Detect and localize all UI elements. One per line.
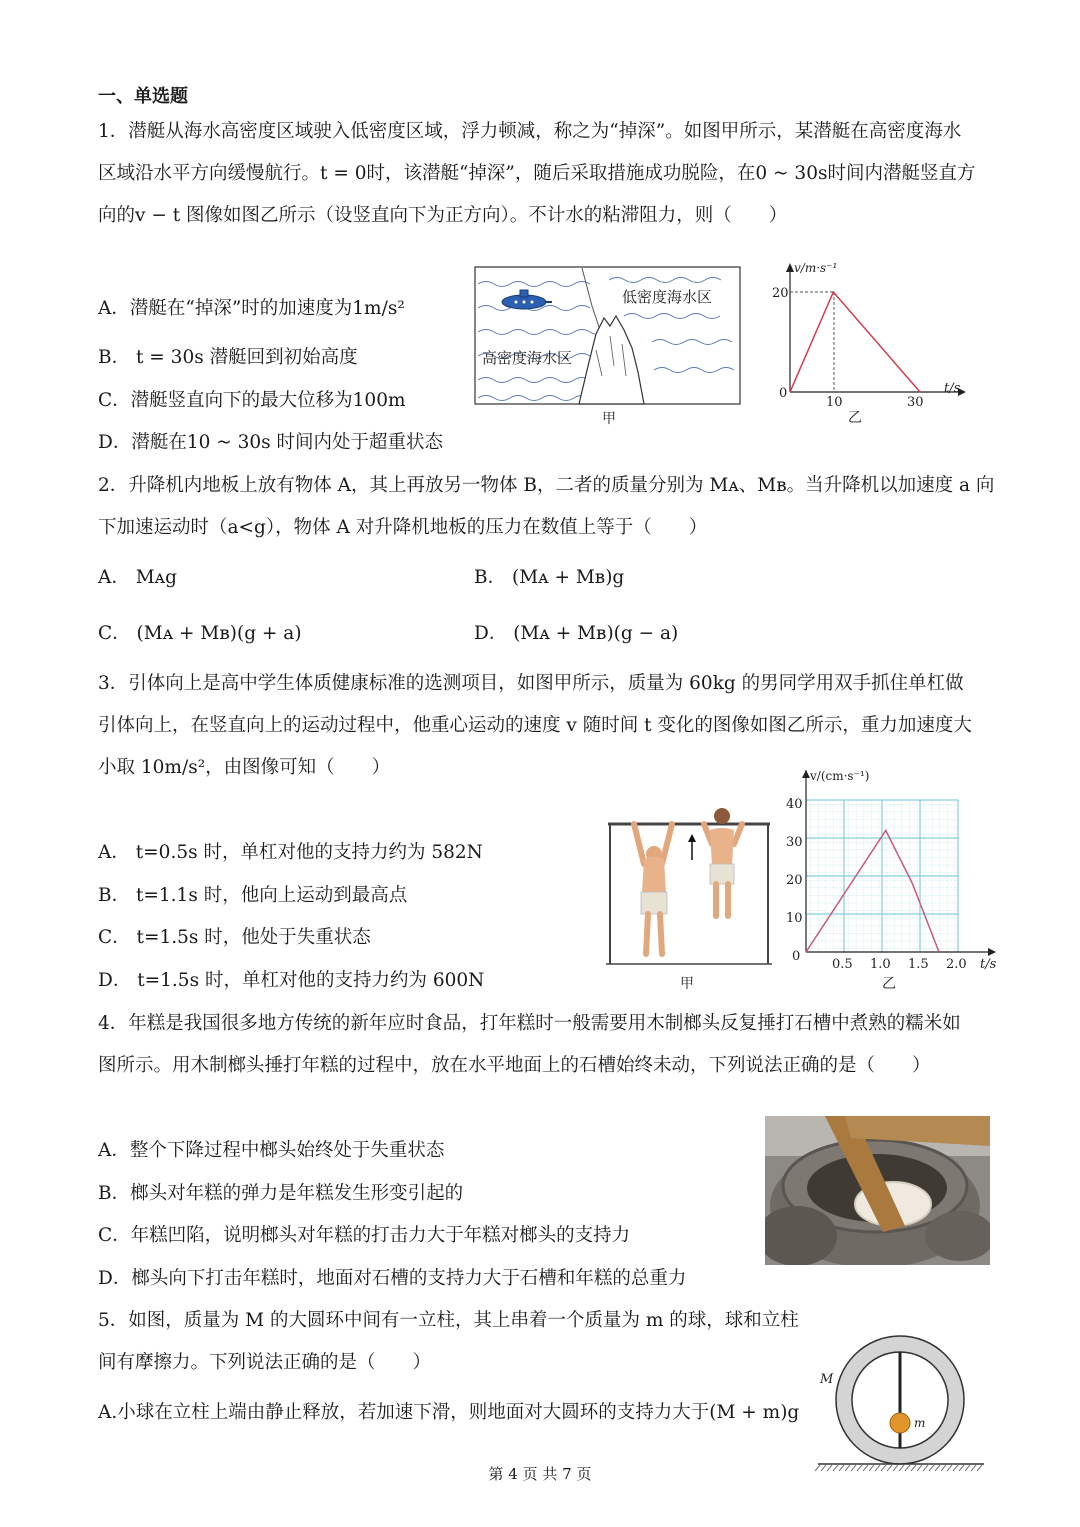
q3-option-d: D． t=1.5s 时，单杠对他的支持力约为 600N <box>98 970 485 991</box>
tick-label-30: 30 <box>907 395 924 410</box>
q3-vt-chart <box>780 766 1004 996</box>
xlabel: t/s <box>980 957 997 972</box>
q1-vt-chart <box>768 258 978 430</box>
q1-option-a: A．潜艇在“掉深”时的加速度为1m/s² <box>98 298 405 319</box>
origin-label: 0 <box>792 949 801 964</box>
y-tick-label: 20 <box>786 873 803 888</box>
q1-option-b: B． t = 30s 潜艇回到初始高度 <box>98 347 358 368</box>
label-low-density: 低密度海水区 <box>622 288 713 306</box>
q2-option-a: A． Mᴀg <box>98 567 177 588</box>
q1-figure-jia <box>474 266 744 430</box>
caption-jia: 甲 <box>680 976 694 992</box>
y-tick-label: 30 <box>786 835 803 850</box>
x-tick-label: 1.0 <box>870 957 891 972</box>
q4-option-c: C．年糕凹陷，说明榔头对年糕的打击力大于年糕对榔头的支持力 <box>98 1225 631 1246</box>
x-tick-label: 1.5 <box>908 957 929 972</box>
q1-stem-line1: 1．潜艇从海水高密度区域驶入低密度区域，浮力顿减，称之为“掉深”。如图甲所示，某潜艇在高密度海水 <box>98 121 962 142</box>
q1-option-c: C．潜艇竖直向下的最大位移为100m <box>98 390 406 411</box>
q3-option-b: B． t=1.1s 时，他向上运动到最高点 <box>98 885 408 906</box>
q4-option-d: D．榔头向下打击年糕时，地面对石槽的支持力大于石槽和年糕的总重力 <box>98 1268 687 1289</box>
y-tick-label: 10 <box>786 911 803 926</box>
caption-jia: 甲 <box>602 411 616 427</box>
q3-stem-line3: 小取 10m/s²，由图像可知（ ） <box>98 757 391 778</box>
q2-stem-line1: 2．升降机内地板上放有物体 A，其上再放另一物体 B，二者的质量分别为 Mᴀ、Mʙ。当升降机以加速度 a 向 <box>98 475 995 496</box>
x-tick-label: 0.5 <box>832 957 853 972</box>
q3-option-c: C． t=1.5s 时，他处于失重状态 <box>98 927 371 948</box>
q2-stem-line2: 下加速运动时（a<g），物体 A 对升降机地板的压力在数值上等于（ ） <box>98 517 708 538</box>
caption-yi: 乙 <box>848 410 862 426</box>
caption-yi: 乙 <box>882 976 896 992</box>
q2-option-b: B． (Mᴀ + Mʙ)g <box>474 567 625 588</box>
label-high-density: 高密度海水区 <box>482 349 573 367</box>
q3-stem-line2: 引体向上，在竖直向上的运动过程中，他重心运动的速度 v 随时间 t 变化的图像如图乙所示，重力加速度大 <box>98 715 972 736</box>
q5-option-a: A.小球在立柱上端由静止释放，若加速下滑，则地面对大圆环的支持力大于(M + m)g <box>98 1402 800 1423</box>
q5-ring-figure <box>812 1330 992 1475</box>
page-footer: 第 4 页 共 7 页 <box>488 1465 592 1483</box>
vt-line <box>790 292 920 392</box>
up-arrow-icon <box>688 834 696 860</box>
q4-mortar-photo <box>765 1116 990 1265</box>
q1-stem-line3: 向的v − t 图像如图乙所示（设竖直向下为正方向）。不计水的粘滞阻力，则（ ） <box>98 205 788 226</box>
q3-option-a: A． t=0.5s 时，单杠对他的支持力约为 582N <box>98 842 483 863</box>
origin-label: 0 <box>779 386 788 401</box>
tick-label-10: 10 <box>826 395 843 410</box>
section-title: 一、单选题 <box>98 86 188 107</box>
q4-stem-line2: 图所示。用木制榔头捶打年糕的过程中，放在水平地面上的石槽始终未动，下列说法正确的是（ ） <box>98 1055 931 1076</box>
q4-option-a: A．整个下降过程中榔头始终处于失重状态 <box>98 1140 445 1161</box>
person-hanging-icon <box>634 824 672 954</box>
xlabel: t/s <box>944 381 961 396</box>
ylabel: v/m·s⁻¹ <box>794 261 838 275</box>
q5-stem-line1: 5．如图，质量为 M 的大圆环中间有一立柱，其上串着一个质量为 m 的球，球和立柱 <box>98 1310 799 1331</box>
q4-option-b: B．榔头对年糕的弹力是年糕发生形变引起的 <box>98 1183 464 1204</box>
q1-option-d: D．潜艇在10 ~ 30s 时间内处于超重状态 <box>98 432 444 453</box>
q3-figure-jia <box>604 804 776 996</box>
tick-label-20: 20 <box>772 286 789 301</box>
q2-option-d: D． (Mᴀ + Mʙ)(g − a) <box>474 623 679 644</box>
x-tick-label: 2.0 <box>946 957 967 972</box>
q4-stem-line1: 4．年糕是我国很多地方传统的新年应时食品，打年糕时一般需要用木制榔头反复捶打石槽中煮熟的糯米如 <box>98 1013 961 1034</box>
q5-stem-line2: 间有摩擦力。下列说法正确的是（ ） <box>98 1352 432 1373</box>
q1-stem-line2: 区域沿水平方向缓慢航行。t = 0时，该潜艇“掉深”，随后采取措施成功脱险，在0 ~ 30s时间内潜艇竖直方 <box>98 163 976 184</box>
y-tick-label: 40 <box>786 797 803 812</box>
q2-option-c: C． (Mᴀ + Mʙ)(g + a) <box>98 623 302 644</box>
label-M: M <box>820 1372 834 1387</box>
ball-icon <box>890 1413 910 1433</box>
ylabel: v/(cm·s⁻¹) <box>810 769 870 783</box>
label-m: m <box>914 1416 926 1430</box>
q3-stem-line1: 3．引体向上是高中学生体质健康标准的选测项目，如图甲所示，质量为 60kg 的男同学用双手抓住单杠做 <box>98 673 964 694</box>
